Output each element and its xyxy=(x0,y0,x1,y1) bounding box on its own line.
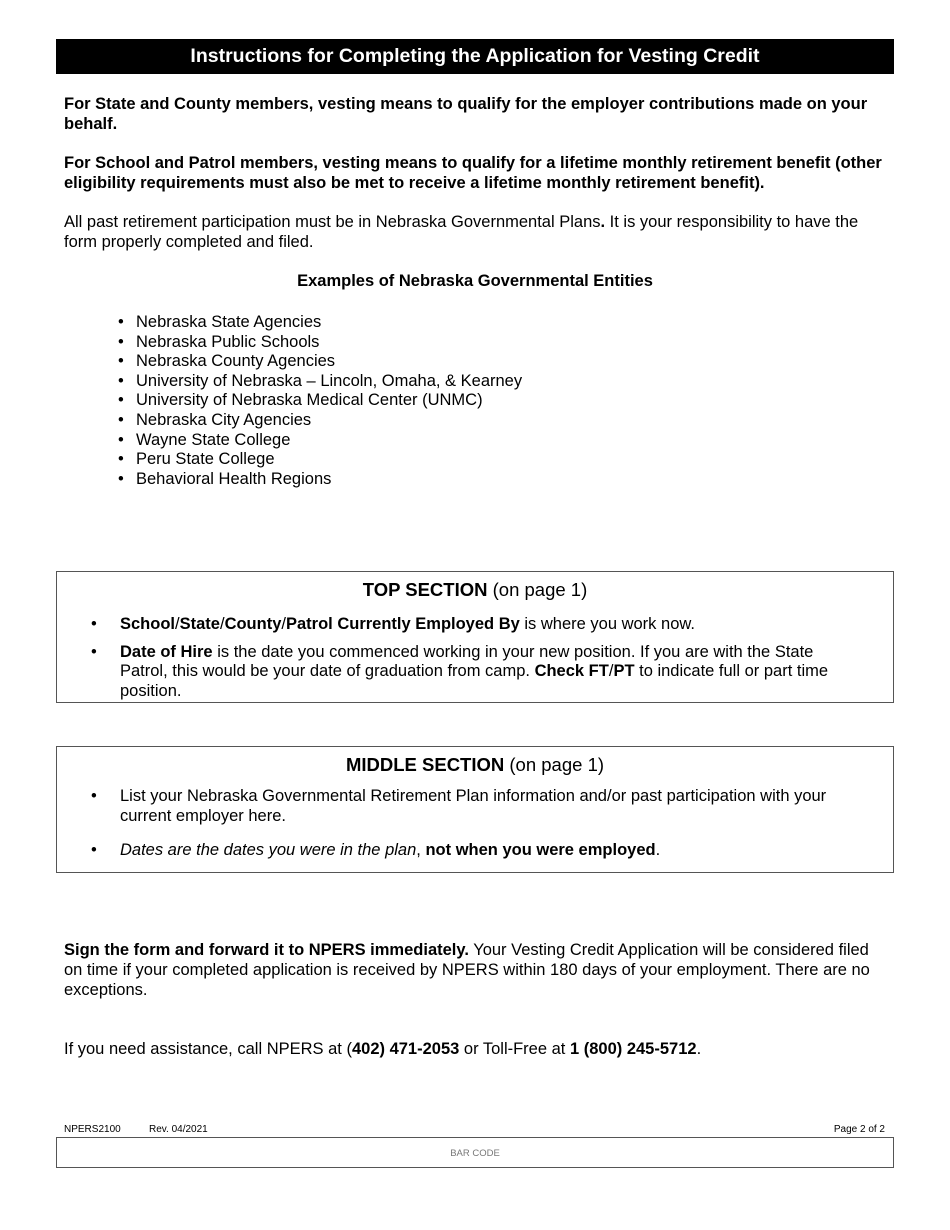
list-item: • University of Nebraska – Lincoln, Omaha, & Kearney xyxy=(118,372,522,392)
form-number: NPERS2100 xyxy=(64,1124,121,1135)
page-number: Page 2 of 2 xyxy=(833,1124,885,1135)
toll-free-number: 1 (800) 245-5712 xyxy=(569,1040,697,1058)
past-participation-text xyxy=(64,212,884,252)
school-label: School xyxy=(120,615,176,633)
assistance-text xyxy=(64,1039,884,1059)
barcode-box xyxy=(56,1137,894,1168)
page-title: Instructions for Completing the Application for Vesting Credit xyxy=(56,39,894,74)
examples-heading: Examples of Nebraska Governmental Entities xyxy=(297,272,653,290)
sign-instructions xyxy=(64,940,884,1000)
date-of-hire-description: is the date you commenced working in your new position. If you are with the State Patrol, this would be your date of graduation from camp. xyxy=(120,642,814,680)
list-item: • Wayne State College xyxy=(118,431,522,451)
check-ft-label: Check FT xyxy=(534,662,609,680)
sign-rest-text: Your Vesting Credit Application will be considered filed on time if your completed application is received by NPERS within 180 days of your employment. There are no exceptions. xyxy=(64,941,870,999)
date-of-hire-label: Date of Hire xyxy=(120,642,213,661)
list-item: • Nebraska County Agencies xyxy=(118,352,522,372)
dates-italic-text: Dates are the dates you were in the plan xyxy=(120,841,417,859)
middle-section-title-rest: (on page 1) xyxy=(504,754,605,775)
middle-section-box xyxy=(56,746,894,873)
entity-list xyxy=(118,313,522,489)
list-item: • Nebraska State Agencies xyxy=(118,313,522,333)
top-section-item-employer xyxy=(57,615,893,635)
list-item: • Nebraska Public Schools xyxy=(118,333,522,353)
list-item: • Nebraska City Agencies xyxy=(118,411,522,431)
assist-end: . xyxy=(696,1040,702,1058)
top-section-box xyxy=(56,571,894,703)
list-item: • Peru State College xyxy=(118,450,522,470)
revision-date: Rev. 04/2021 xyxy=(149,1124,208,1135)
top-section-title xyxy=(57,579,893,601)
slash: / xyxy=(281,615,286,633)
middle-section-title-bold: MIDDLE SECTION xyxy=(345,754,505,775)
dates-comma: , xyxy=(416,841,426,859)
assist-prefix: If you need assistance, call NPERS at ( xyxy=(64,1040,352,1058)
slash: / xyxy=(219,615,225,633)
dates-period: . xyxy=(655,841,661,859)
barcode-label: BAR CODE xyxy=(450,1148,500,1159)
past-participation-period: . xyxy=(600,213,606,231)
middle-section-item-plan-info xyxy=(57,787,893,826)
employer-description: is where you work now. xyxy=(519,615,695,633)
plan-info-text: List your Nebraska Governmental Retirement Plan information and/or past participation with your current employer here. xyxy=(120,787,827,825)
past-participation-part1: All past retirement participation must be in Nebraska Governmental Plans xyxy=(64,213,601,231)
patrol-employed-label: Patrol Currently Employed By xyxy=(285,615,520,633)
list-item: • Behavioral Health Regions xyxy=(118,470,522,490)
state-label: State xyxy=(179,615,220,633)
top-section-title-rest: (on page 1) xyxy=(487,579,588,600)
slash: / xyxy=(175,615,180,633)
bullet-icon: • xyxy=(91,787,97,805)
county-label: County xyxy=(224,615,282,633)
phone-number: 402) 471-2053 xyxy=(351,1040,460,1058)
bullet-icon: • xyxy=(91,642,97,661)
bullet-icon: • xyxy=(91,615,97,633)
ft-pt-description: to indicate full or part time position. xyxy=(120,662,829,700)
past-participation-part2: It is your responsibility to have the form properly completed and filed. xyxy=(64,213,859,251)
slash: / xyxy=(608,662,614,680)
sign-bold-text: Sign the form and forward it to NPERS immediately. xyxy=(64,941,469,959)
assist-mid: or Toll-Free at xyxy=(459,1040,570,1058)
middle-section-item-dates xyxy=(57,841,893,861)
list-item: • University of Nebraska Medical Center (UNMC) xyxy=(118,391,522,411)
middle-section-title xyxy=(57,754,893,776)
bullet-icon: • xyxy=(91,841,97,859)
dates-bold-text: not when you were employed xyxy=(425,841,656,859)
school-patrol-vesting-text: For School and Patrol members, vesting means to qualify for a lifetime monthly retirement benefit (other eligibility requirements must also be met to receive a lifetime monthly retirement benefit). xyxy=(64,154,882,192)
pt-label: PT xyxy=(613,662,635,680)
top-section-item-hire-date xyxy=(57,643,893,702)
top-section-title-bold: TOP SECTION xyxy=(362,579,488,600)
state-county-vesting-text: For State and County members, vesting means to qualify for the employer contributions made on your behalf. xyxy=(64,95,868,133)
